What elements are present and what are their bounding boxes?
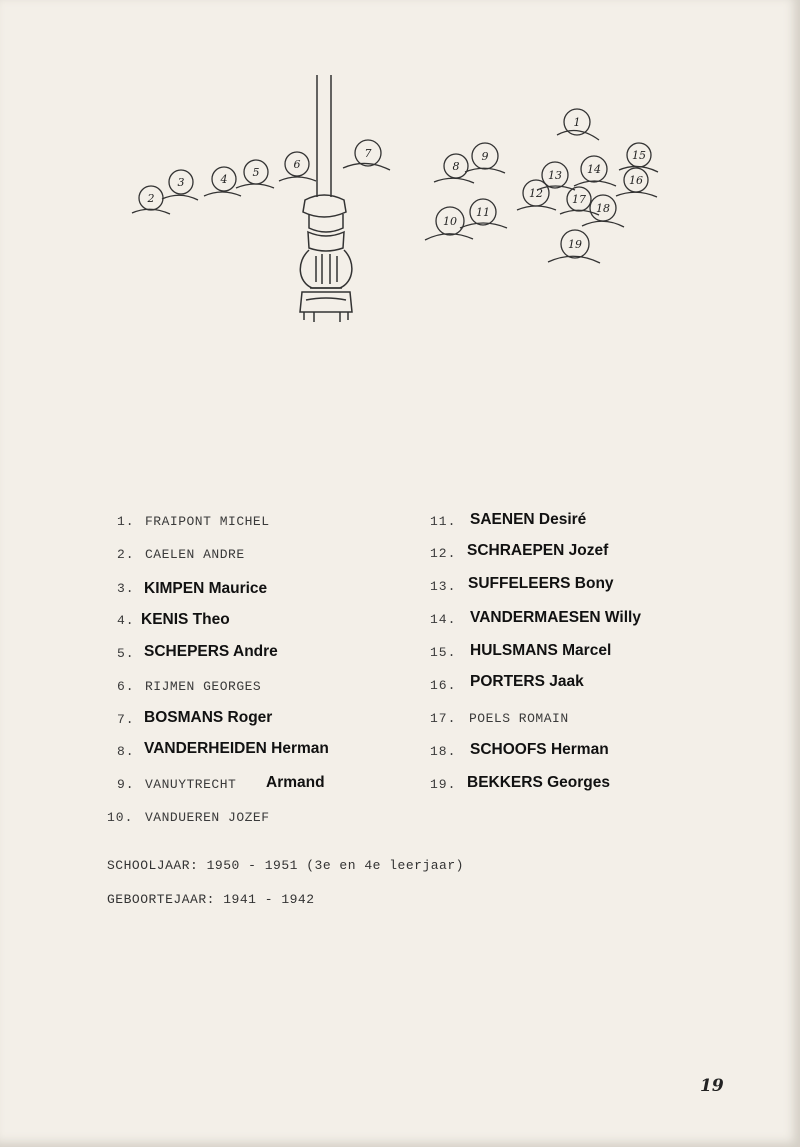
- list-name: KENIS Theo: [141, 611, 230, 628]
- list-name: FRAIPONT MICHEL: [145, 514, 270, 529]
- marker-label: 10: [443, 215, 457, 228]
- marker-4: [204, 167, 241, 196]
- list-number: 18.: [430, 744, 457, 759]
- list-name: KIMPEN Maurice: [144, 580, 268, 597]
- list-number: 13.: [430, 579, 457, 594]
- list-number: 8.: [117, 744, 135, 759]
- list-name: HULSMANS Marcel: [470, 642, 612, 659]
- list-number: 6.: [117, 679, 135, 694]
- list-name: VANDUEREN JOZEF: [145, 810, 270, 825]
- list-name: SCHEPERS Andre: [144, 643, 278, 660]
- marker-17: [560, 187, 599, 215]
- list-number: 12.: [430, 546, 457, 561]
- list-number: 7.: [117, 712, 135, 727]
- list-name: SCHRAEPEN Jozef: [467, 542, 609, 559]
- list-name: BOSMANS Roger: [144, 709, 273, 726]
- stove-drawing: [300, 75, 352, 322]
- marker-14: [574, 156, 616, 186]
- list-number: 2.: [117, 547, 135, 562]
- list-name: CAELEN ANDRE: [145, 547, 245, 562]
- marker-label: 3: [177, 176, 185, 189]
- list-number: 16.: [430, 678, 457, 693]
- list-name: VANDERHEIDEN Herman: [144, 740, 329, 757]
- marker-label: 18: [596, 202, 610, 215]
- marker-1: [557, 109, 599, 140]
- list-name: VANUYTRECHT: [145, 777, 237, 792]
- list-number: 10.: [107, 810, 134, 825]
- marker-label: 14: [587, 163, 601, 176]
- marker-13: [537, 162, 575, 190]
- marker-label: 16: [629, 174, 643, 187]
- marker-label: 9: [481, 150, 489, 163]
- list-number: 5.: [117, 646, 135, 661]
- marker-16: [616, 168, 657, 197]
- list-number: 14.: [430, 612, 457, 627]
- marker-label: 19: [568, 238, 582, 251]
- marker-label: 2: [147, 192, 155, 205]
- list-name: POELS ROMAIN: [469, 711, 569, 726]
- marker-label: 12: [529, 187, 543, 200]
- list-name: VANDERMAESEN Willy: [470, 609, 641, 626]
- marker-label: 11: [476, 206, 490, 219]
- marker-label: 15: [632, 149, 646, 162]
- marker-label: 5: [252, 166, 260, 179]
- list-name: PORTERS Jaak: [470, 673, 584, 690]
- marker-7: [343, 140, 390, 170]
- marker-3: [162, 170, 198, 200]
- list-number: 1.: [117, 514, 135, 529]
- marker-label: 1: [573, 116, 581, 129]
- list-name: RIJMEN GEORGES: [145, 679, 262, 694]
- marker-11: [460, 199, 507, 228]
- marker-label: 8: [452, 160, 460, 173]
- list-name: SCHOOFS Herman: [470, 741, 609, 758]
- list-number: 17.: [430, 711, 457, 726]
- marker-8: [434, 154, 474, 183]
- marker-10: [425, 207, 473, 240]
- list-name: SUFFELEERS Bony: [468, 575, 614, 592]
- list-name: SAENEN Desiré: [470, 511, 587, 528]
- list-number: 11.: [430, 514, 457, 529]
- marker-label: 4: [220, 173, 228, 186]
- marker-19: [548, 230, 600, 263]
- marker-label: 17: [572, 193, 586, 206]
- marker-6: [279, 152, 316, 181]
- list-name-firstname: Armand: [266, 774, 325, 791]
- marker-5: [236, 160, 274, 188]
- list-number: 9.: [117, 777, 135, 792]
- list-number: 15.: [430, 645, 457, 660]
- page-number: 19: [700, 1076, 724, 1096]
- marker-12: [517, 180, 556, 210]
- marker-label: 13: [548, 169, 562, 182]
- marker-9: [465, 143, 505, 173]
- list-name: BEKKERS Georges: [467, 774, 610, 791]
- list-number: 3.: [117, 581, 135, 596]
- geboortejaar-line: GEBOORTEJAAR: 1941 - 1942: [107, 892, 315, 907]
- marker-label: 6: [293, 158, 301, 171]
- schooljaar-line: SCHOOLJAAR: 1950 - 1951 (3e en 4e leerjaar): [107, 858, 464, 873]
- marker-label: 7: [364, 147, 372, 160]
- marker-2: [132, 186, 170, 214]
- class-seating-diagram: [0, 0, 800, 340]
- list-number: 19.: [430, 777, 457, 792]
- list-number: 4.: [117, 613, 135, 628]
